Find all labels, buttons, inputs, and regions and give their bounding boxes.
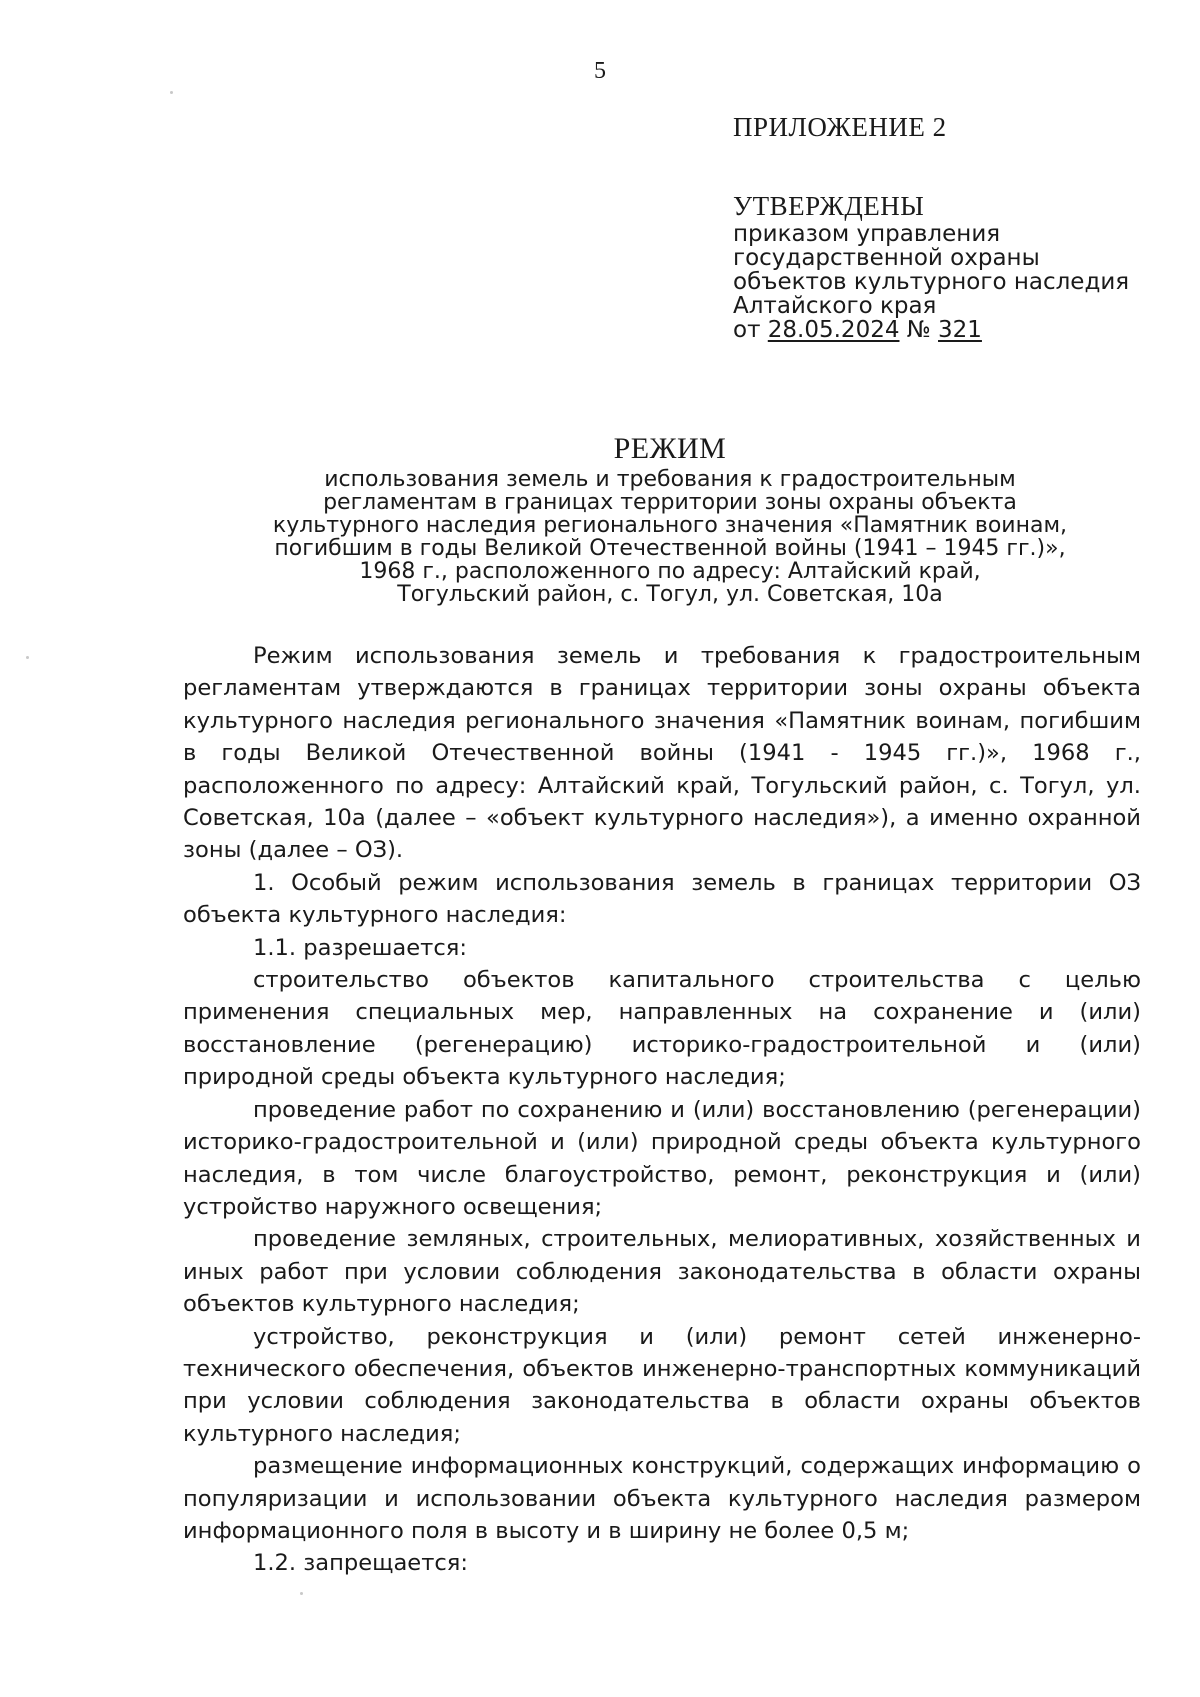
subtitle-line: 1968 г., расположенного по адресу: Алтайский край, [359, 559, 981, 584]
body-paragraph: проведение земляных, строительных, мелиоративных, хозяйственных и иных работ при условии соблюдения законодательства в области охраны объектов культурного наследия; [183, 1226, 1141, 1318]
document-title: РЕЖИМ [613, 432, 727, 465]
body-paragraph: 1. Особый режим использования земель в границах территории ОЗ объекта культурного наследия: [183, 869, 1141, 929]
scan-speck [300, 1592, 303, 1595]
body-paragraph: строительство объектов капитального строительства с целью применения специальных мер, направленных на сохранение и (или) восстановление (регенерацию) историко-градостроительной и (или) природной среды объекта культурного наследия; [183, 967, 1141, 1091]
scan-speck [26, 656, 29, 659]
body-paragraph: размещение информационных конструкций, содержащих информацию о популяризации и использовании объекта культурного наследия размером информационного поля в высоту и в ширину не более 0,5 м; [183, 1453, 1141, 1544]
body-paragraph: проведение работ по сохранению и (или) восстановлению (регенерации) историко-градостроительной и (или) природной среды объекта культурного наследия, в том числе благоустройство, ремонт, реконструкция и (или) устройство наружного освещения; [183, 1096, 1141, 1220]
approval-line: объектов культурного наследия [733, 269, 1130, 295]
approved-label: УТВЕРЖДЕНЫ [733, 191, 925, 221]
body-paragraph: 1.1. разрешается: [253, 934, 467, 961]
appendix-label: ПРИЛОЖЕНИЕ 2 [733, 112, 947, 142]
order-date: 28.05.2024 [767, 317, 900, 343]
body-paragraph: 1.2. запрещается: [253, 1550, 468, 1577]
scan-speck [170, 91, 173, 94]
body-text [183, 640, 1141, 1580]
body-paragraph: устройство, реконструкция и (или) ремонт сетей инженерно-технического обеспечения, объектов инженерно-транспортных коммуникаций при условии соблюдения законодательства в области охраны объектов культурного наследия; [183, 1323, 1141, 1447]
subtitle-line: регламентам в границах территории зоны охраны объекта [323, 490, 1017, 515]
approval-line: Алтайского края [733, 293, 937, 319]
subtitle-line: использования земель и требования к градостроительным [324, 467, 1016, 492]
subtitle-line: Тогульский район, с. Тогул, ул. Советская, 10а [397, 582, 943, 607]
number-prefix: № [899, 317, 939, 343]
approval-block [733, 112, 1173, 342]
approval-line: государственной охраны [733, 245, 1040, 271]
subtitle-line: погибшим в годы Великой Отечественной войны (1941 – 1945 гг.)», [274, 536, 1066, 561]
page-number: 5 [594, 58, 606, 84]
body-paragraph: Режим использования земель и требования к градостроительным регламентам утверждаются в границах территории зоны охраны объекта культурного наследия регионального значения «Памятник воинам, погибшим в годы Великой Отечественной войны (1941 - 1945 гг.)», 1968 г., расположенного по адресу: Алтайский край, Тогульский район, с. Тогул, ул. Советская, 10а (далее – «объект культурного наследия»), а именно охранной зоны (далее – ОЗ). [183, 643, 1141, 864]
order-date-line [733, 318, 1173, 342]
subtitle-line: культурного наследия регионального значения «Памятник воинам, [272, 513, 1068, 538]
date-prefix: от [733, 317, 768, 343]
approval-lines [733, 222, 1173, 342]
document-subtitle [170, 468, 1170, 606]
order-number: 321 [938, 317, 982, 343]
approval-line: приказом управления [733, 221, 1001, 247]
